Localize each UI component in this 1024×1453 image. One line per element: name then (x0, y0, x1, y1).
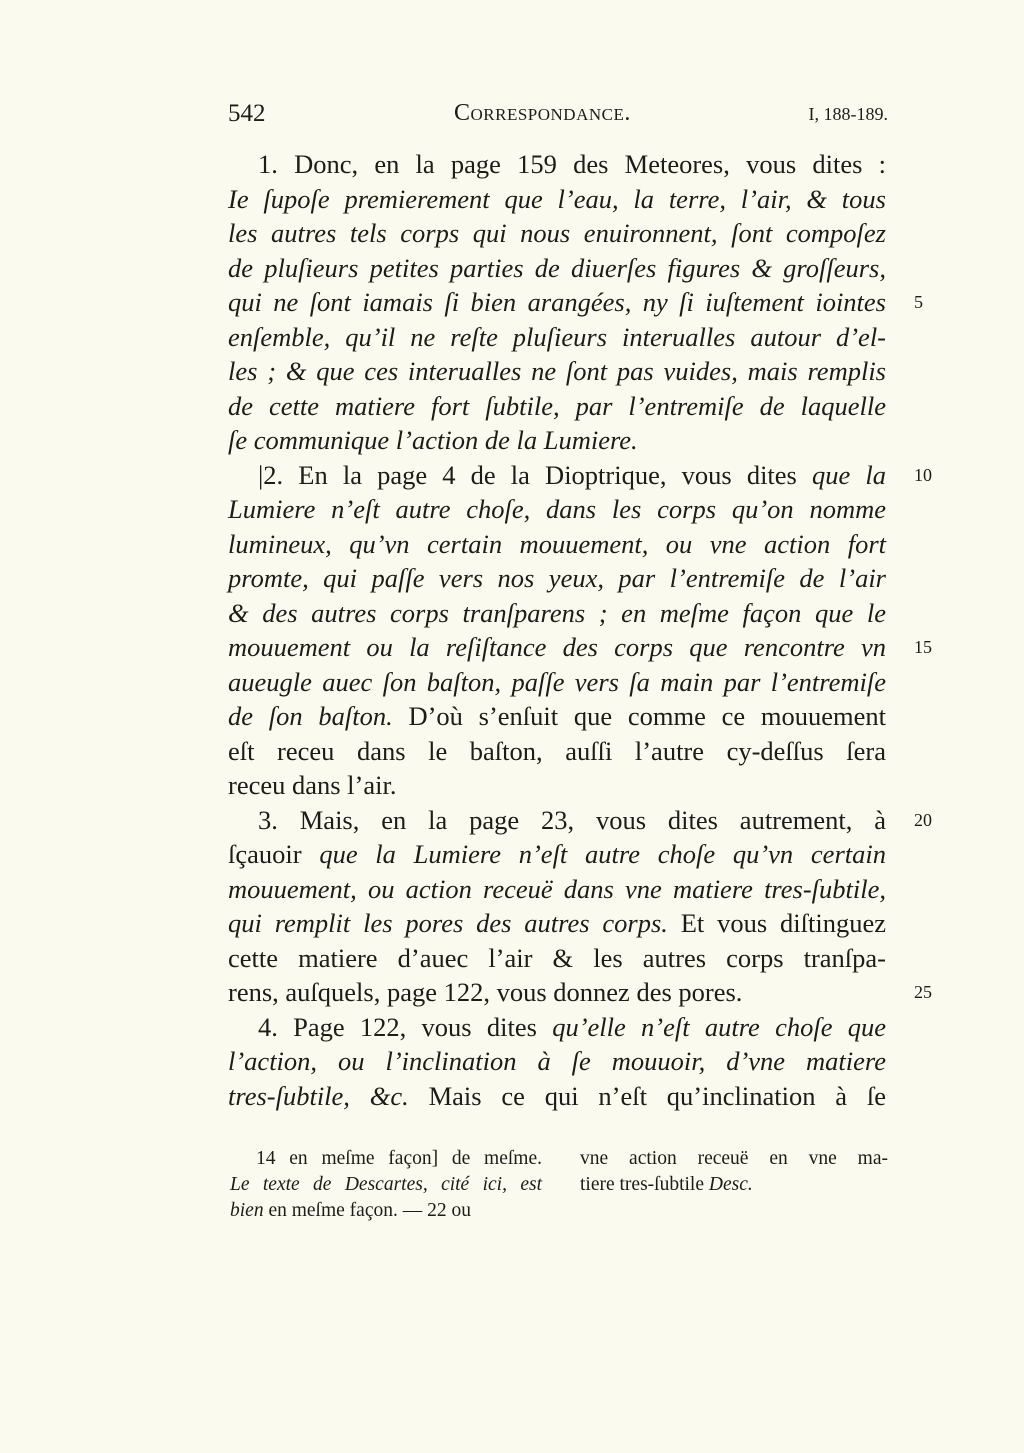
text-segment: les ; & que ces interualles ne ſont pas vuides, mais remplis (228, 356, 886, 386)
footnote-line (256, 1146, 542, 1172)
text-line (258, 458, 886, 493)
line-number: 20 (914, 809, 932, 830)
text-segment: |2. En la page 4 de la Dioptrique, vous dites (258, 459, 812, 490)
text-line (228, 906, 886, 941)
text-line (228, 285, 886, 320)
text-segment: & des autres corps tranſparens ; en meſme façon que le (228, 597, 886, 628)
text-segment: l’action, ou l’inclination à ſe mouuoir, d’vne matiere (228, 1046, 886, 1076)
footnote-line (580, 1172, 888, 1198)
text-segment: tres-ſubtile, &c. (228, 1080, 409, 1111)
text-segment: 14 en meſme façon] de meſme. (256, 1148, 542, 1169)
text-line (228, 251, 886, 286)
text-segment: Mais ce qui n’eſt qu’inclination à ſe (408, 1080, 886, 1111)
text-segment: cette matiere d’auec l’air & les autres corps tranſpa- (228, 942, 886, 973)
text-line (228, 837, 886, 872)
text-segment: tiere tres-ſubtile (580, 1174, 709, 1195)
text-line (228, 630, 886, 665)
text-segment: en meſme façon. — 22 ou (263, 1200, 471, 1221)
text-line (228, 182, 886, 217)
text-segment: D’où s’enſuit que comme ce mouuement (392, 701, 886, 731)
text-segment: 4. Page 122, vous dites (258, 1011, 553, 1042)
line-number: 10 (914, 464, 932, 485)
text-segment: 3. Mais, en la page 23, vous dites autrement, à (258, 804, 886, 835)
text-segment: Le texte de Descartes, cité ici, est (230, 1174, 542, 1195)
text-segment: bien (230, 1200, 264, 1221)
text-line (228, 872, 886, 907)
text-line (228, 216, 886, 251)
text-segment: de pluſieurs petites parties de diuerſes figures & groſſeurs, (228, 252, 886, 283)
text-line (228, 975, 886, 1010)
text-segment: ſe communique l’action de la Lumiere. (228, 425, 638, 455)
text-line (228, 389, 886, 424)
line-number: 15 (914, 637, 932, 657)
text-segment: Ie ſupoſe premierement que l’eau, la terre, l’air, & tous (228, 183, 886, 214)
text-line (228, 596, 886, 631)
text-segment: les autres tels corps qui nous enuironnent, ſont compoſez (228, 218, 886, 248)
text-segment: Et vous diſtinguez (667, 908, 887, 938)
text-line (228, 734, 886, 769)
text-line (228, 1079, 886, 1114)
text-segment: qui remplit les pores des autres corps. (228, 908, 668, 938)
text-line (228, 423, 886, 458)
text-segment: que la (812, 459, 887, 490)
text-segment: vne action receuë en vne ma- (580, 1148, 888, 1169)
text-segment: rens, auſquels, page 122, vous donnez des pores. (228, 977, 743, 1007)
text-segment: eſt receu dans le baſton, auſſi l’autre cy-deſſus ſera (228, 735, 886, 766)
text-segment: de cette matiere fort ſubtile, par l’entremiſe de laquelle (228, 390, 886, 421)
text-line (228, 768, 886, 803)
text-segment: Desc. (708, 1174, 753, 1195)
text-line (228, 941, 886, 976)
text-segment: lumineux, qu’vn certain mouuement, ou vne action fort (228, 528, 886, 559)
text-line (228, 320, 886, 355)
text-line (228, 665, 886, 700)
text-line (228, 527, 886, 562)
footnote-line (230, 1198, 542, 1224)
text-segment: receu dans l’air. (228, 770, 397, 800)
line-number: 25 (914, 982, 932, 1002)
page-number: 542 (228, 100, 266, 127)
text-segment: aueugle auec ſon baſton, paſſe vers ſa main par l’entremiſe (228, 666, 886, 697)
text-line (228, 561, 886, 596)
text-segment: enſemble, qu’il ne reſte pluſieurs interualles autour d’el- (228, 321, 886, 352)
text-segment: ſçauoir (228, 839, 320, 869)
text-segment: mouuement ou la reſiſtance des corps que rencontre vn (228, 632, 886, 662)
footnote-line (580, 1146, 888, 1172)
volume-reference: I, 188-189. (808, 104, 888, 124)
text-segment: de ſon baſton. (228, 701, 393, 731)
text-line (258, 1010, 886, 1045)
text-segment: mouuement, ou action receuë dans vne matiere tres-ſubtile, (228, 873, 886, 904)
text-segment: 1. Donc, en la page 159 des Meteores, vous dites : (258, 149, 886, 179)
text-line (228, 699, 886, 734)
text-line (228, 354, 886, 389)
text-segment: Lumiere n’eſt autre choſe, dans les corps qu’on nomme (228, 494, 886, 524)
page-header (228, 100, 888, 136)
text-segment: qui ne ſont iamais ſi bien arangées, ny ſi iuſtement iointes (228, 287, 886, 317)
footnote-line (230, 1172, 542, 1198)
text-line (258, 147, 886, 182)
text-line (228, 1044, 886, 1079)
text-line (258, 803, 886, 838)
text-segment: qu’elle n’eſt autre choſe que (552, 1011, 886, 1042)
line-number: 5 (914, 292, 923, 312)
text-segment: promte, qui paſſe vers nos yeux, par l’entremiſe de l’air (228, 563, 886, 593)
running-title: Correspondance. (454, 100, 631, 126)
text-line (228, 492, 886, 527)
text-segment: que la Lumiere n’eſt autre choſe qu’vn certain (319, 839, 886, 869)
